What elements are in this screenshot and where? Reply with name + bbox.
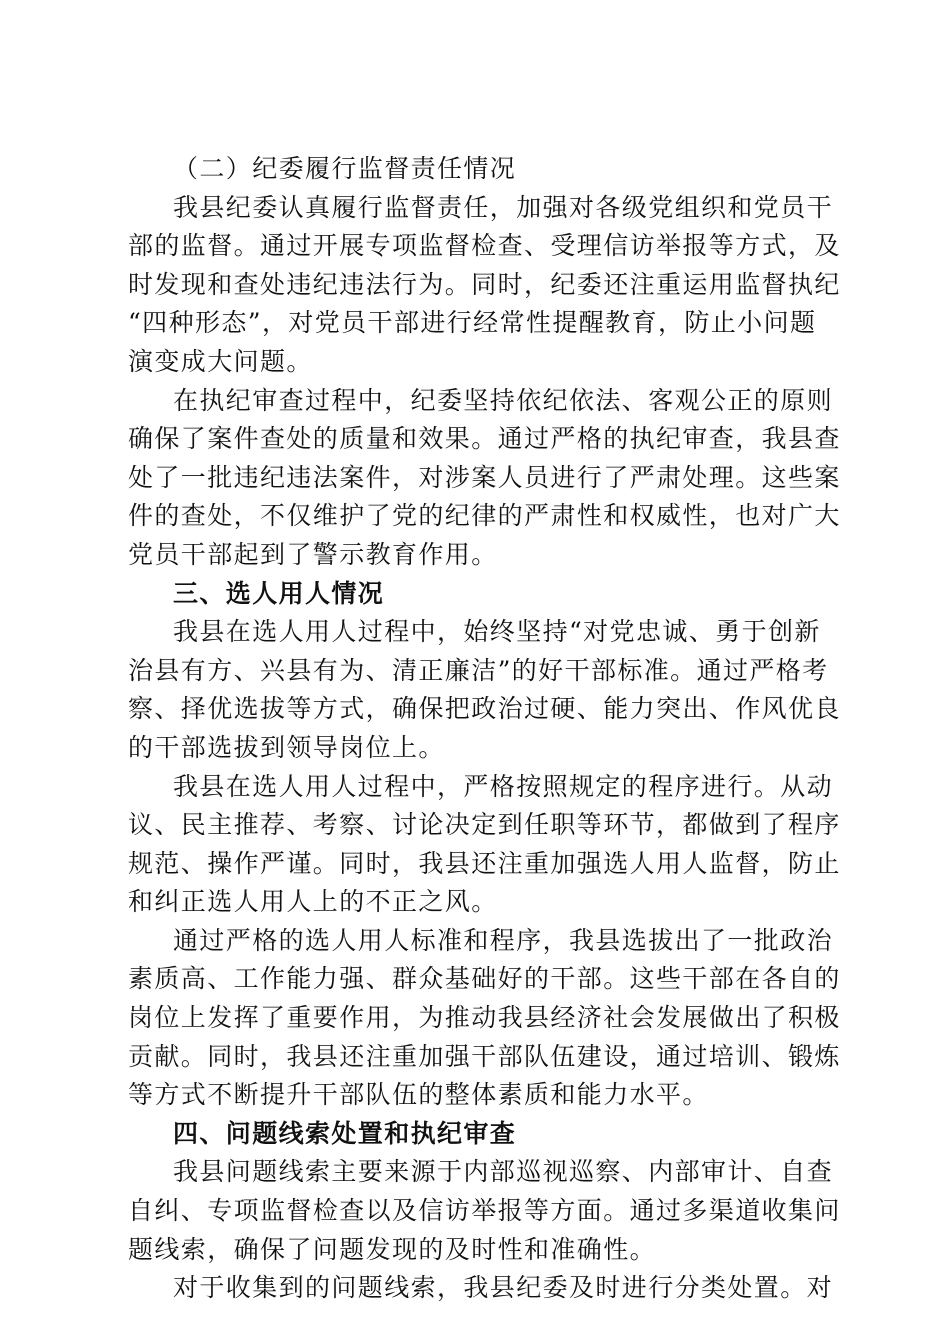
text-line: 部的监督。通过开展专项监督检查、受理信访举报等方式，及: [128, 231, 841, 261]
subsection-heading: （二）纪委履行监督责任情况: [173, 154, 517, 183]
text-line: 我县在选人用人过程中，始终坚持“对党忠诚、勇于创新: [173, 617, 821, 647]
text-line: 题线索，确保了问题发现的及时性和准确性。: [128, 1234, 657, 1264]
section-heading: 四、问题线索处置和执纪审查: [173, 1118, 517, 1148]
text-line: 规范、操作严谨。同时，我县还注重加强选人用人监督，防止: [128, 848, 841, 878]
text-line: 自纠、专项监督检查以及信访举报等方面。通过多渠道收集问: [128, 1196, 841, 1226]
text-line: 对于收集到的问题线索，我县纪委及时进行分类处置。对: [173, 1273, 834, 1303]
text-line: 件的查处，不仅维护了党的纪律的严肃性和权威性，也对广大: [128, 501, 841, 531]
text-line: 处了一批违纪违法案件，对涉案人员进行了严肃处理。这些案: [128, 462, 841, 492]
text-line: 通过严格的选人用人标准和程序，我县选拔出了一批政治: [173, 925, 834, 955]
text-line: 时发现和查处违纪违法行为。同时，纪委还注重运用监督执纪: [128, 269, 841, 299]
text-line: 党员干部起到了警示教育作用。: [128, 539, 498, 569]
text-line: 的干部选拔到领导岗位上。: [128, 732, 445, 762]
document-page: [128, 150, 841, 1308]
text-line: 素质高、工作能力强、群众基础好的干部。这些干部在各自的: [128, 964, 841, 994]
text-line: 察、择优选拔等方式，确保把政治过硬、能力突出、作风优良: [128, 694, 841, 724]
text-line: 我县在选人用人过程中，严格按照规定的程序进行。从动: [173, 771, 834, 801]
text-line: 等方式不断提升干部队伍的整体素质和能力水平。: [128, 1080, 709, 1110]
text-line: 我县问题线索主要来源于内部巡视巡察、内部审计、自查: [173, 1157, 834, 1187]
text-line: 演变成大问题。: [128, 346, 313, 376]
text-line: 我县纪委认真履行监督责任，加强对各级党组织和党员干: [173, 192, 834, 222]
text-line: “四种形态”，对党员干部进行经常性提醒教育，防止小问题: [128, 308, 817, 338]
text-line: 贡献。同时，我县还注重加强干部队伍建设，通过培训、锻炼: [128, 1041, 841, 1071]
text-line: 和纠正选人用人上的不正之风。: [128, 887, 498, 917]
text-line: 治县有方、兴县有为、清正廉洁”的好干部标准。通过严格考: [128, 655, 829, 685]
section-heading: 三、选人用人情况: [173, 578, 385, 608]
text-line: 在执纪审查过程中，纪委坚持依纪依法、客观公正的原则: [173, 385, 834, 415]
text-line: 议、民主推荐、考察、讨论决定到任职等环节，都做到了程序: [128, 810, 841, 840]
text-line: 岗位上发挥了重要作用，为推动我县经济社会发展做出了积极: [128, 1003, 841, 1033]
text-line: 确保了案件查处的质量和效果。通过严格的执纪审查，我县查: [128, 424, 841, 454]
